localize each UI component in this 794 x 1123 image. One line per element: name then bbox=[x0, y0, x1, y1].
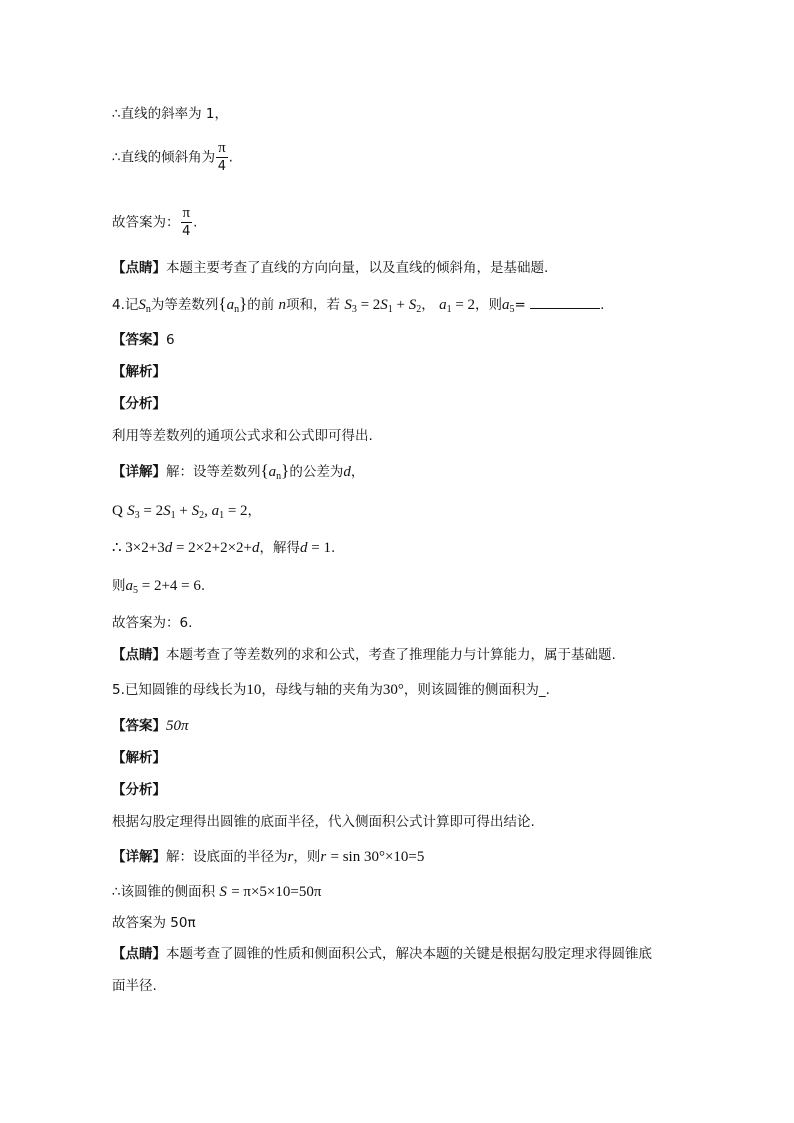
text-line: 【解析】 bbox=[112, 750, 166, 766]
text-line: 【分析】 bbox=[112, 396, 166, 412]
text-line: 根据勾股定理得出圆锥的底面半径，代入侧面积公式计算即可得出结论. bbox=[112, 814, 535, 830]
text-line: 面半径. bbox=[112, 978, 157, 994]
fraction: $\frac{\pi}{4}$ bbox=[182, 205, 191, 239]
equation-line: 则$a_5 = 2+4 = 6$. bbox=[112, 578, 206, 596]
text-line: 【点睛】本题考查了圆锥的性质和侧面积公式，解决本题的关键是根据勾股定理求得圆锥底 bbox=[112, 946, 652, 962]
question-4: 4.记$S_n$为等差数列$\{a_n\}$的前 n项和，若 $S_3 = 2S_1 + S_2$， $a_1 = 2$，则$a_5=$ . bbox=[112, 294, 605, 315]
equation-line: ∴ 3×2+3d = 2×2+2×2+d，解得d = 1. bbox=[112, 540, 336, 556]
text-line: 【答案】50π bbox=[112, 718, 189, 734]
text-line: 故答案为：6. bbox=[112, 615, 193, 631]
text-line: 【点睛】本题主要考查了直线的方向向量，以及直线的倾斜角，是基础题. bbox=[112, 260, 549, 276]
text-line: 【解析】 bbox=[112, 364, 166, 380]
question-5: 5.已知圆锥的母线长为10，母线与轴的夹角为30°，则该圆锥的侧面积为_. bbox=[112, 682, 550, 698]
text-line: 【点睛】本题考查了等差数列的求和公式，考查了推理能力与计算能力，属于基础题. bbox=[112, 647, 616, 663]
answer-blank bbox=[530, 294, 600, 309]
fraction: $\frac{\pi}{4}$ bbox=[217, 140, 227, 174]
text-line: 故答案为： $\frac{\pi}{4}$ . bbox=[112, 205, 198, 239]
equation-line: 【详解】解：设底面的半径为r，则r = sin 30°×10=5 bbox=[112, 849, 425, 865]
text-line: 【详解】解：设等差数列$\{a_n\}$的公差为d， bbox=[112, 461, 365, 482]
text-line: ∴直线的倾斜角为 $\frac{\pi}{4}$ . bbox=[112, 140, 233, 174]
equation-line: Q $S_3 = 2S_1 + S_2$, $a_1 = 2$， bbox=[112, 503, 262, 521]
text-line: 故答案为 50π bbox=[112, 915, 196, 931]
text-line: ∴直线的斜率为 1， bbox=[112, 106, 228, 122]
text-line: 【答案】6 bbox=[112, 332, 175, 348]
text-line: 利用等差数列的通项公式求和公式即可得出. bbox=[112, 428, 373, 444]
text-line: 【分析】 bbox=[112, 782, 166, 798]
equation-line: ∴该圆锥的侧面积 S = π×5×10=50π bbox=[112, 884, 322, 900]
